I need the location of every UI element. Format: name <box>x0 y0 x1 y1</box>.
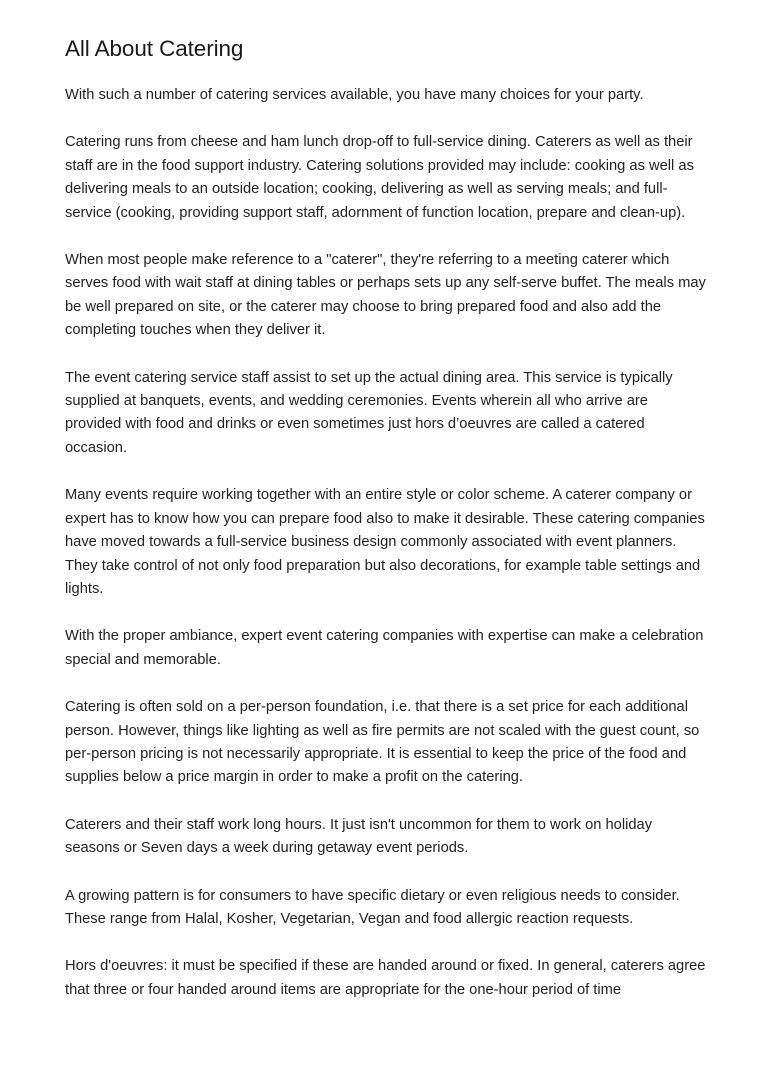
paragraph: A growing pattern is for consumers to have specific dietary or even religious needs to consider. These range from Halal, Kosher, Vegetarian, Vegan and food allergic reaction requests. <box>65 887 680 927</box>
paragraph: With such a number of catering services available, you have many choices for your party. <box>65 87 644 103</box>
paragraph: The event catering service staff assist to set up the actual dining area. This service is typically supplied at banquets, events, and wedding ceremonies. Events wherein all who arrive are provided with food and drinks or even sometimes just hors d’oeuvres are called a catered occasion. <box>65 369 673 456</box>
paragraph: When most people make reference to a "caterer", they're referring to a meeting caterer which serves food with wait staff at dining tables or perhaps sets up any self-serve buffet. The meals may be well prepared on site, or the caterer may choose to bring prepared food and also add the completing touches when they deliver it. <box>65 252 706 339</box>
paragraph: Catering runs from cheese and ham lunch drop-off to full-service dining. Caterers as well as their staff are in the food support industry. Catering solutions provided may include: cooking as well as delivering meals to an outside location; cooking, delivering as well as serving meals; and full-service (cooking, providing support staff, adornment of function location, prepare and clean-up). <box>65 134 694 221</box>
paragraph: Hors d'oeuvres: it must be specified if these are handed around or fixed. In general, caterers agree that three or four handed around items are appropriate for the one-hour period of time <box>65 958 706 998</box>
paragraph: Caterers and their staff work long hours. It just isn't uncommon for them to work on holiday seasons or Seven days a week during getaway event periods. <box>65 816 653 857</box>
paragraph: With the proper ambiance, expert event catering companies with expertise can make a celebration special and memorable. <box>65 628 704 668</box>
document-title: All About Catering <box>65 36 244 61</box>
document-body <box>65 84 708 1002</box>
paragraph: Many events require working together with an entire style or color scheme. A caterer company or expert has to know how you can prepare food also to make it desirable. These catering companies have moved towards a full-service business design commonly associated with event planners. They take control of not only food preparation but also decorations, for example table settings and lights. <box>65 487 705 597</box>
paragraph: Catering is often sold on a per-person foundation, i.e. that there is a set price for each additional person. However, things like lighting as well as fire permits are not scaled with the guest count, so per-person pricing is not necessarily appropriate. It is essential to keep the price of the food and supplies below a price margin in order to make a profit on the catering. <box>65 699 700 786</box>
